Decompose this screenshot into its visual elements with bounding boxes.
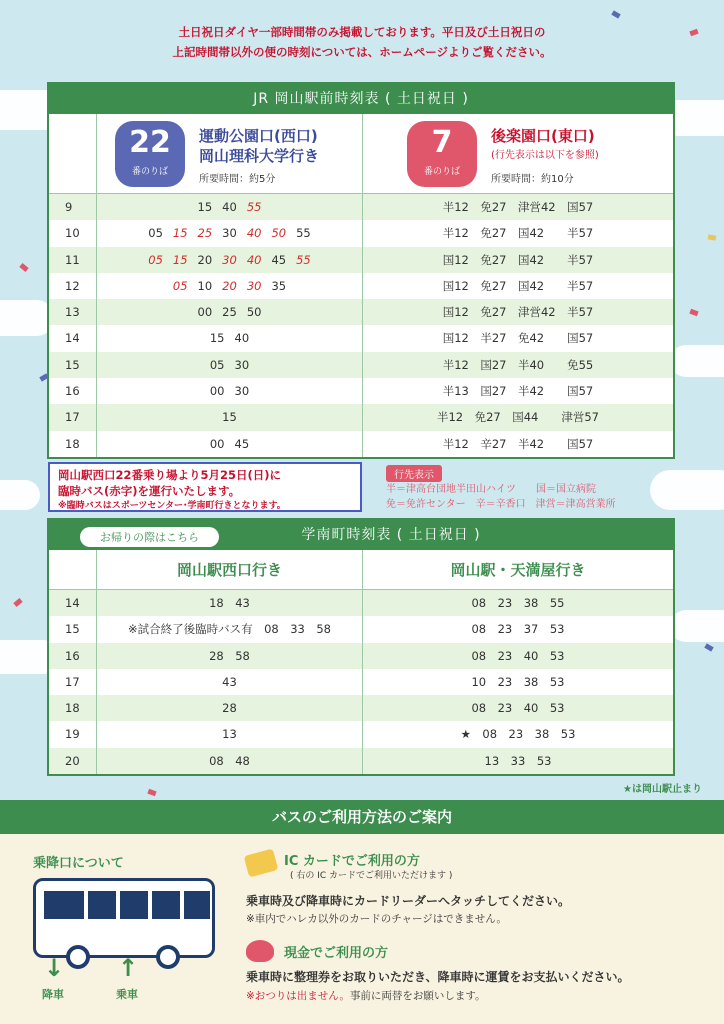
- bus-time: 15: [197, 200, 213, 214]
- guide-section: [0, 834, 724, 1024]
- bus-time: 00: [209, 384, 225, 399]
- bus-time: 15: [222, 410, 237, 425]
- table-row: [49, 431, 673, 457]
- up-arrow-icon: ↑: [118, 954, 139, 982]
- gakunan-header: [49, 550, 673, 590]
- ic-sub: ( 右の IC カードでご利用いただけます ): [290, 871, 453, 881]
- table-row: [49, 325, 673, 351]
- tenmaya-times: 10 23 38 53: [471, 674, 565, 689]
- gakunan-col-a: 岡山駅西口行き: [97, 550, 363, 589]
- cash-title: 現金でご利用の方: [284, 946, 389, 961]
- route-7-times: 半12 免27 津営42 国57: [442, 200, 594, 214]
- tenmaya-times: 13 33 53: [484, 753, 552, 768]
- hour-cell: 17: [49, 669, 97, 695]
- legend-line-1: 半＝津高台団地半田山ハイツ 国＝国立病院: [386, 484, 596, 495]
- route-22-dest-line2: 岡山理科大学行き: [199, 147, 320, 165]
- west-exit-times: 08 48: [97, 748, 363, 774]
- bus-time: 10: [197, 278, 213, 293]
- cloud: [0, 480, 40, 510]
- boarding-title: 乗降口について: [33, 856, 124, 871]
- hour-cell: 18: [49, 695, 97, 721]
- hour-cell: 16: [49, 378, 97, 404]
- cash-icon: [246, 940, 274, 962]
- route-7-times: 半12 国27 半40 免55: [442, 357, 594, 372]
- cash-instruction: 乗車時に整理券をお取りいただき、降車時に運賃をお支払いください。: [246, 970, 630, 984]
- table-row: [49, 220, 673, 246]
- okayama-header: [49, 114, 673, 194]
- extra-bus-time: 55: [246, 200, 262, 214]
- rinji-line-2: 臨時バス(赤字)を運行いたします。: [58, 484, 241, 498]
- route-22-dest-line1: 運動公園口(西口): [199, 127, 318, 145]
- route-22-header: [97, 114, 363, 193]
- route-22-destination: [199, 126, 319, 166]
- hour-cell: 12: [49, 273, 97, 299]
- west-exit-times: 28 58: [97, 643, 363, 669]
- route-22-times: [97, 273, 363, 299]
- hour-cell: 18: [49, 431, 97, 457]
- hour-cell: 14: [49, 590, 97, 616]
- extra-bus-time: 30: [246, 278, 262, 293]
- bus-window: [152, 891, 180, 919]
- route-7-times: 国12 免27 国42 半57: [442, 252, 594, 267]
- extra-bus-time: 05: [172, 278, 188, 293]
- rinji-line-3: ※臨時バスはスポーツセンター･学南町行きとなります。: [58, 501, 286, 511]
- west-exit-times: ※試合終了後臨時バス有 08 33 58: [97, 616, 363, 642]
- extra-bus-time: 55: [296, 252, 311, 267]
- extra-bus-time: 40: [246, 252, 262, 267]
- route-7-header: [363, 114, 673, 193]
- cloud: [670, 345, 724, 377]
- destination-legend: [386, 463, 676, 512]
- hour-cell: 13: [49, 299, 97, 325]
- extra-bus-time: 40: [246, 226, 262, 241]
- bus-window: [184, 891, 210, 919]
- table-row: [49, 194, 673, 220]
- route-7-times: 半12 免27 国42 半57: [442, 226, 594, 241]
- gakunan-rows: [49, 590, 673, 774]
- star-note: ★は岡山駅止まり: [623, 784, 702, 795]
- table-row: [49, 352, 673, 378]
- route-22-duration: 所要時間：約5分: [199, 174, 276, 185]
- down-arrow-icon: ↓: [44, 954, 65, 982]
- route-7-times: 半12 免27 国44 津営57: [436, 410, 600, 425]
- route-22-times: [97, 431, 363, 457]
- hour-cell: 14: [49, 325, 97, 351]
- bus-time: 45: [271, 252, 287, 267]
- okayama-rows: [49, 194, 673, 457]
- route-22-times: [97, 404, 363, 430]
- table-row: [49, 247, 673, 273]
- gakunan-title: 学南町時刻表 ( 土日祝日 ): [49, 520, 673, 550]
- table-row: [49, 721, 673, 747]
- cash-note-red: ※おつりは出ません。: [246, 990, 350, 1002]
- bus-window: [44, 891, 84, 919]
- notice-line-2: 上記時間帯以外の便の時刻については、ホームページよりご覧ください。: [172, 45, 552, 59]
- route-7-dest-line1: 後楽園口(東口): [491, 127, 595, 145]
- tenmaya-times: 08 23 37 53: [471, 622, 565, 637]
- hour-cell: 15: [49, 352, 97, 378]
- table-row: [49, 643, 673, 669]
- route-22-times: [97, 220, 363, 246]
- extra-bus-time: 50: [271, 226, 287, 241]
- route-22-times: [97, 325, 363, 351]
- bus-time: 30: [222, 226, 237, 241]
- bus-time: 40: [222, 200, 237, 214]
- hour-cell: 10: [49, 220, 97, 246]
- extra-bus-time: 05: [148, 252, 163, 267]
- table-row: [49, 590, 673, 616]
- bus-time: 50: [246, 305, 262, 320]
- table-row: [49, 378, 673, 404]
- bus-time: 30: [234, 384, 250, 399]
- rinji-notice: [48, 462, 362, 512]
- rinji-line-1: 岡山駅西口22番乗り場より5月25日(日)に: [58, 468, 282, 482]
- platform-22-label: 番のりば: [131, 167, 168, 177]
- route-7-times: 国12 免27 津営42 半57: [442, 305, 594, 320]
- bus-time: 05: [148, 226, 163, 241]
- bus-wheel: [156, 945, 180, 969]
- bus-illustration: [33, 878, 215, 958]
- ic-instruction: 乗車時及び降車時にカードリーダーへタッチしてください。: [246, 894, 571, 908]
- notice-text: [0, 22, 724, 62]
- route-7-duration: 所要時間：約10分: [491, 174, 574, 185]
- okayama-title: JR 岡山駅前時刻表 ( 土日祝日 ): [49, 84, 673, 114]
- cash-note-text: 事前に両替をお願いします。: [349, 990, 486, 1002]
- cash-note: [246, 988, 486, 1003]
- tenmaya-times: 08 23 40 53: [471, 648, 565, 663]
- ic-title: IC カードでご利用の方: [284, 854, 420, 869]
- legend-tag: 行先表示: [386, 465, 442, 482]
- west-exit-times: 18 43: [97, 590, 363, 616]
- okayama-timetable: [47, 82, 675, 459]
- platform-7-badge: [407, 121, 477, 187]
- bus-time: 20: [197, 252, 213, 267]
- extra-bus-time: 30: [222, 252, 237, 267]
- extra-bus-time: 15: [172, 252, 188, 267]
- extra-bus-time: 20: [222, 278, 237, 293]
- bus-window: [88, 891, 116, 919]
- return-pill: お帰りの際はこちら: [80, 527, 219, 547]
- bus-time: 00: [197, 305, 213, 320]
- route-22-times: [97, 299, 363, 325]
- route-22-times: [97, 194, 363, 220]
- table-row: [49, 299, 673, 325]
- route-7-dest-line2: (行先表示は以下を参照): [491, 150, 599, 161]
- bus-time: 30: [234, 357, 250, 372]
- bus-time: 55: [296, 226, 311, 241]
- route-7-times: 半12 辛27 半42 国57: [442, 436, 594, 451]
- bus-time: 45: [234, 436, 250, 451]
- hour-cell: 9: [49, 194, 97, 220]
- table-row: [49, 616, 673, 642]
- bus-time: 00: [209, 436, 225, 451]
- table-row: [49, 695, 673, 721]
- table-row: [49, 748, 673, 774]
- legend-line-2: 免＝免許センター 辛＝辛香口 津営＝津高営業所: [386, 499, 616, 510]
- route-22-times: [97, 352, 363, 378]
- bus-time: 40: [234, 331, 250, 346]
- platform-7-label: 番のりば: [423, 167, 460, 177]
- platform-22-number: 22: [129, 125, 171, 160]
- bus-window: [120, 891, 148, 919]
- board-label: 乗車: [116, 988, 138, 1001]
- hour-cell: 20: [49, 748, 97, 774]
- bus-time: 25: [222, 305, 237, 320]
- table-row: [49, 273, 673, 299]
- hour-cell: 15: [49, 616, 97, 642]
- gakunan-col-b: 岡山駅・天満屋行き: [450, 561, 586, 579]
- bus-time: 15: [209, 331, 225, 346]
- table-row: [49, 669, 673, 695]
- hour-cell: 16: [49, 643, 97, 669]
- platform-22-badge: [115, 121, 185, 187]
- hour-cell: 11: [49, 247, 97, 273]
- route-7-destination: [491, 126, 599, 166]
- alight-label: 降車: [42, 988, 64, 1001]
- guide-title: バスのご利用方法のご案内: [0, 800, 724, 834]
- extra-bus-time: 25: [197, 226, 213, 241]
- ic-note: ※車内でハレカ以外のカードのチャージはできません。: [246, 913, 507, 925]
- hour-header: [49, 114, 97, 193]
- gakunan-timetable: [47, 518, 675, 776]
- bus-wheel: [66, 945, 90, 969]
- west-exit-times: 13: [97, 721, 363, 747]
- hour-header: [49, 550, 97, 589]
- tenmaya-times: 08 23 38 55: [471, 596, 565, 610]
- table-row: [49, 404, 673, 430]
- tenmaya-times: 08 23 40 53: [471, 701, 565, 716]
- route-7-times: 国12 半27 免42 国57: [442, 331, 594, 346]
- route-22-times: [97, 247, 363, 273]
- cloud: [670, 610, 724, 642]
- route-7-times: 半13 国27 半42 国57: [442, 384, 594, 399]
- bus-time: 05: [209, 357, 225, 372]
- hour-cell: 19: [49, 721, 97, 747]
- notice-line-1: 土日祝日ダイヤ一部時間帯のみ掲載しております。平日及び土日祝日の: [178, 25, 546, 39]
- hour-cell: 17: [49, 404, 97, 430]
- bus-time: 35: [271, 278, 287, 293]
- west-exit-times: 28: [97, 695, 363, 721]
- extra-bus-time: 15: [172, 226, 188, 241]
- route-22-times: [97, 378, 363, 404]
- tenmaya-times: ★ 08 23 38 53: [460, 727, 576, 742]
- west-exit-times: 43: [97, 669, 363, 695]
- route-7-times: 国12 免27 国42 半57: [442, 278, 594, 293]
- platform-7-number: 7: [431, 125, 453, 160]
- ic-card-icon: [244, 848, 279, 877]
